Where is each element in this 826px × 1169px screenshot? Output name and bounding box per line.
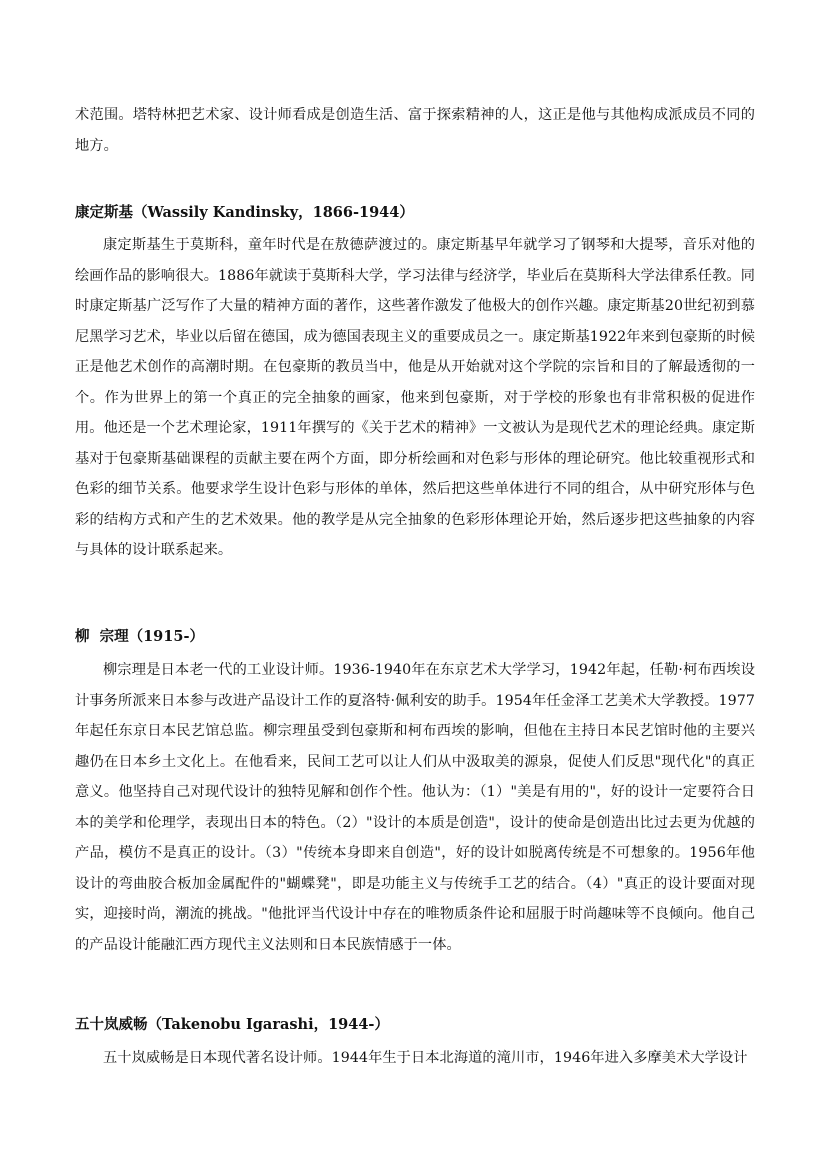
- section-heading-block: [75, 1015, 755, 1035]
- continued-paragraph-block: [75, 100, 755, 161]
- section-body-block: [75, 1043, 755, 1074]
- section-heading-block: [75, 627, 755, 647]
- heading-yanagi: 柳 宗理（1915-）: [75, 628, 204, 645]
- paragraph-yanagi: 柳宗理是日本老一代的工业设计师。1936-1940年在东京艺术大学学习，1942年起，任勒·柯布西埃设计事务所派来日本参与改进产品设计工作的夏洛特·佩利安的助手。1954年任金泽工艺美术大学教授。1977年起任东京日本民艺馆总监。柳宗理虽受到包豪斯和柯布西埃的影响，但他在主持日本民艺馆时他的主要兴趣仍在日本乡土文化上。在他看来，民间工艺可以让人们从中汲取美的源泉，促使人们反思"现代化"的真正意义。他坚持自己对现代设计的独特见解和创作个性。他认为：（1）"美是有用的"，好的设计一定要符合日本的美学和伦理学，表现出日本的特色。（2）"设计的本质是创造"，设计的使命是创造出比过去更为优越的产品，模仿不是真正的设计。（3）"传统本身即来自创造"，好的设计如脱离传统是不可想象的。1956年他设计的弯曲胶合板加金属配件的"蝴蝶凳"，即是功能主义与传统手工艺的结合。（4）"真正的设计要面对现实，迎接时尚，潮流的挑战。"他批评当代设计中存在的唯物质条件论和屈服于时尚趣味等不良倾向。他自己的产品设计能融汇西方现代主义法则和日本民族情感于一体。: [75, 662, 755, 953]
- paragraph-tatlin-continuation: 术范围。塔特林把艺术家、设计师看成是创造生活、富于探索精神的人，这正是他与其他构成派成员不同的地方。: [75, 107, 755, 154]
- section-body-block: [75, 230, 755, 566]
- section-body-block: [75, 655, 755, 960]
- heading-igarashi: 五十岚威畅（Takenobu Igarashi，1944-）: [75, 1016, 389, 1033]
- paragraph-igarashi: 五十岚威畅是日本现代著名设计师。1944年生于日本北海道的滝川市，1946年进入多摩美术大学设计: [103, 1050, 748, 1066]
- paragraph-kandinsky: 康定斯基生于莫斯科，童年时代是在敖德萨渡过的。康定斯基早年就学习了钢琴和大提琴，音乐对他的绘画作品的影响很大。1886年就读于莫斯科大学，学习法律与经济学，毕业后在莫斯科大学法律系任教。同时康定斯基广泛写作了大量的精神方面的著作，这些著作激发了他极大的创作兴趣。康定斯基20世纪初到慕尼黑学习艺术，毕业以后留在德国，成为德国表现主义的重要成员之一。康定斯基1922年来到包豪斯的时候正是他艺术创作的高潮时期。在包豪斯的教员当中，他是从开始就对这个学院的宗旨和目的了解最透彻的一个。作为世界上的第一个真正的完全抽象的画家，他来到包豪斯，对于学校的形象也有非常积极的促进作用。他还是一个艺术理论家，1911年撰写的《关于艺术的精神》一文被认为是现代艺术的理论经典。康定斯基对于包豪斯基础课程的贡献主要在两个方面，即分析绘画和对色彩与形体的理论研究。他比较重视形式和色彩的细节关系。他要求学生设计色彩与形体的单体，然后把这些单体进行不同的组合，从中研究形体与色彩的结构方式和产生的艺术效果。他的教学是从完全抽象的色彩形体理论开始，然后逐步把这些抽象的内容与具体的设计联系起来。: [75, 237, 755, 558]
- section-heading-block: [75, 203, 755, 223]
- heading-kandinsky: 康定斯基（Wassily Kandinsky，1866-1944）: [75, 204, 414, 221]
